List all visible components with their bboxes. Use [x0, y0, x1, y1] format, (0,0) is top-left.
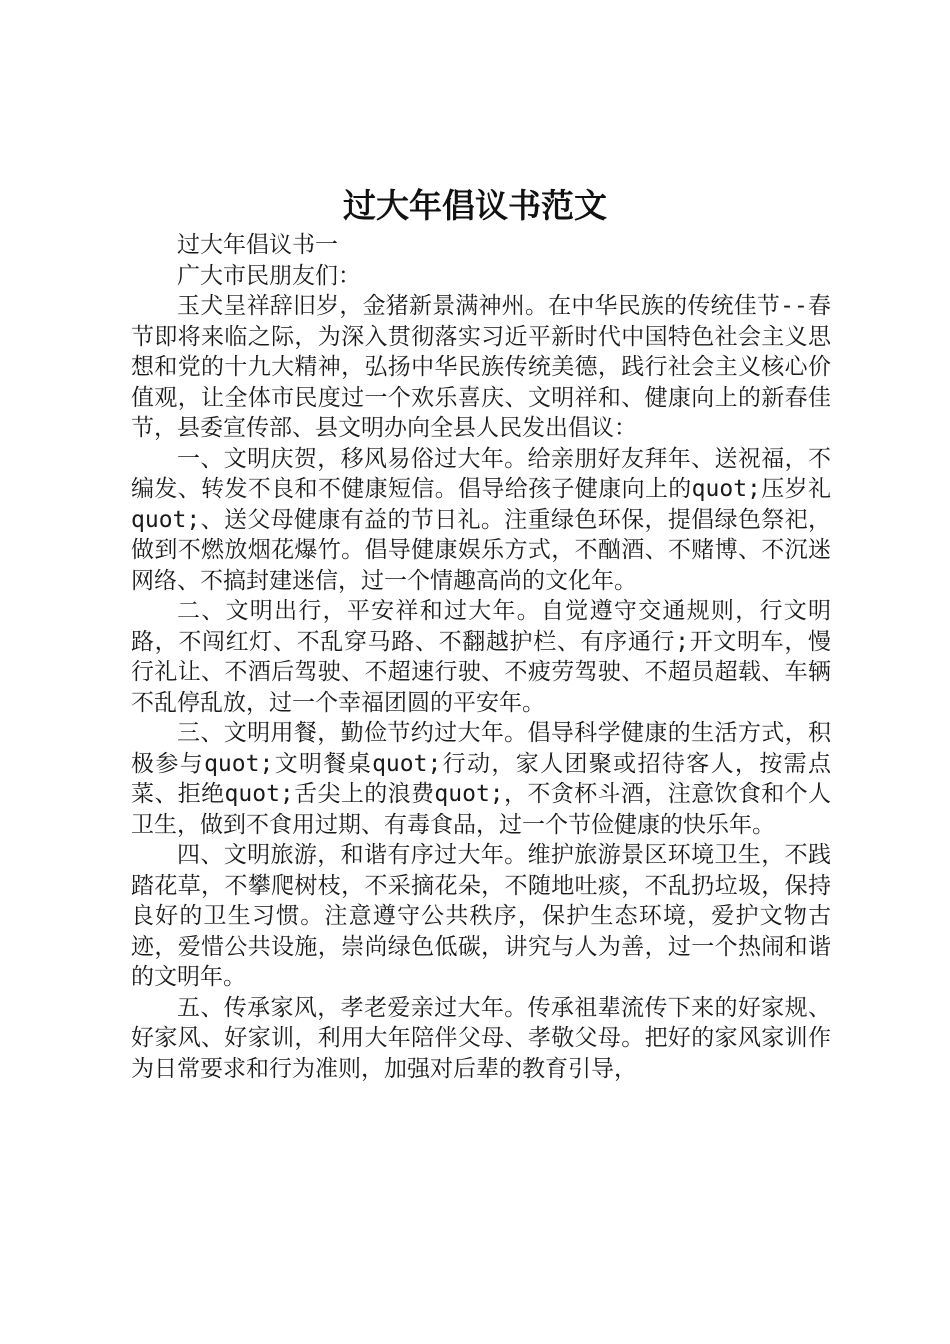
document-title: 过大年倡议书范文: [343, 186, 607, 225]
paragraph-item-3: 三、文明用餐，勤俭节约过大年。倡导科学健康的生活方式，积极参与quot;文明餐桌quot;行动，家人团聚或招待客人，按需点菜、拒绝quot;舌尖上的浪费quot;，不贪杯斗酒，注意饮食和个人卫生，做到不食用过期、有毒食品，过一个节俭健康的快乐年。: [131, 720, 831, 838]
document-body: [131, 230, 831, 1084]
paragraph-item-1: 一、文明庆贺，移风易俗过大年。给亲朋好友拜年、送祝福，不编发、转发不良和不健康短信。倡导给孩子健康向上的quot;压岁礼quot;、送父母健康有益的节日礼。注重绿色环保，提倡绿色祭祀，做到不燃放烟花爆竹。倡导健康娱乐方式，不酗酒、不赌博、不沉迷网络、不搞封建迷信，过一个情趣高尚的文化年。: [131, 445, 831, 594]
paragraph-intro: 玉犬呈祥辞旧岁，金猪新景满神州。在中华民族的传统佳节--春节即将来临之际，为深入贯彻落实习近平新时代中国特色社会主义思想和党的十九大精神，弘扬中华民族传统美德，践行社会主义核心价值观，让全体市民度过一个欢乐喜庆、文明祥和、健康向上的新春佳节，县委宣传部、县文明办向全县人民发出倡议：: [131, 293, 831, 441]
paragraph-item-2: 二、文明出行，平安祥和过大年。自觉遵守交通规则，行文明路，不闯红灯、不乱穿马路、不翻越护栏、有序通行;开文明车，慢行礼让、不酒后驾驶、不超速行驶、不疲劳驾驶、不超员超载、车辆不乱停乱放，过一个幸福团圆的平安年。: [131, 598, 831, 716]
paragraph-salutation: 广大市民朋友们：: [177, 262, 361, 289]
paragraph-item-4: 四、文明旅游，和谐有序过大年。维护旅游景区环境卫生，不践踏花草，不攀爬树枝，不采摘花朵，不随地吐痰，不乱扔垃圾，保持良好的卫生习惯。注意遵守公共秩序，保护生态环境，爱护文物古迹，爱惜公共设施，崇尚绿色低碳，讲究与人为善，过一个热闹和谐的文明年。: [131, 842, 831, 990]
paragraph-item-5: 五、传承家风，孝老爱亲过大年。传承祖辈流传下来的好家规、好家风、好家训，利用大年陪伴父母、孝敬父母。把好的家风家训作为日常要求和行为准则，加强对后辈的教育引导，: [131, 994, 831, 1082]
paragraph-subtitle: 过大年倡议书一: [177, 232, 338, 258]
